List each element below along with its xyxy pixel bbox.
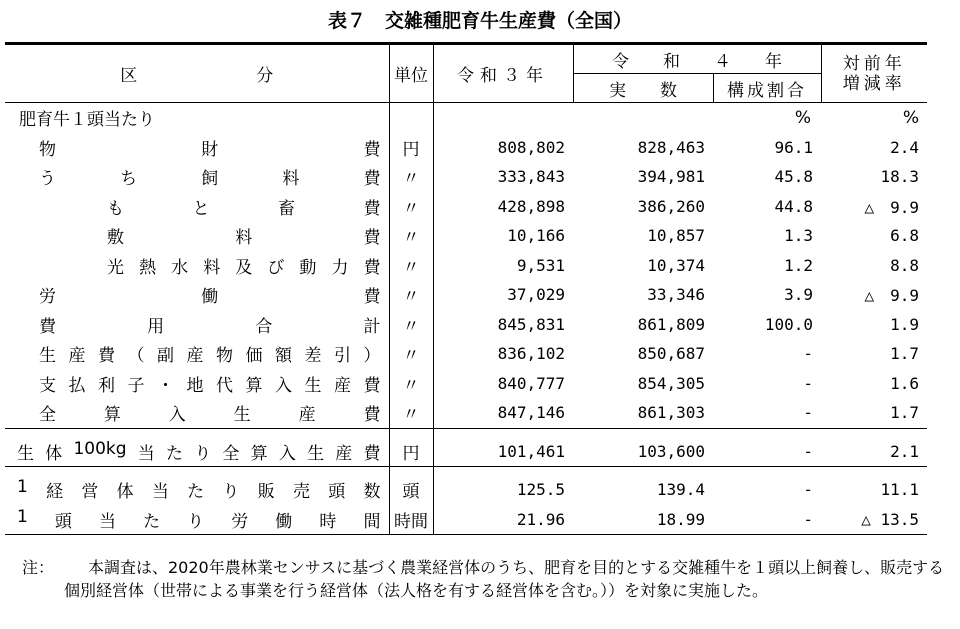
row-label-char: 売 (292, 482, 310, 503)
row-label (5, 505, 389, 535)
row-label-char: 費 (363, 443, 381, 464)
row-label-char: 動 (299, 257, 317, 278)
value-yoy: 2.4 (890, 137, 919, 157)
section-gap (5, 428, 927, 437)
value-ratio: 1.2 (784, 255, 813, 275)
row-label-char: 算 (245, 375, 263, 396)
value-r4: 139.4 (656, 480, 705, 500)
value-yoy: 1.9 (890, 314, 919, 334)
row-label-char: 間 (363, 511, 381, 532)
value-ratio: - (803, 480, 813, 500)
row-unit: 頭 (389, 475, 433, 505)
row-label-char: 費 (363, 228, 381, 249)
row-label-char: 販 (257, 482, 275, 503)
row-label-char: 費 (363, 257, 381, 278)
row-label-char: た (187, 482, 205, 503)
table-row (5, 310, 927, 340)
row-label-char: 産 (334, 375, 351, 396)
row-label-char: 1 (17, 506, 28, 527)
row-label (5, 398, 389, 428)
row-label-char: （ (127, 346, 145, 367)
table-row (5, 339, 927, 369)
value-r4: 828,463 (637, 137, 705, 157)
row-label-char: 生 (39, 346, 56, 367)
value-r4: 18.99 (573, 505, 713, 535)
row-label-char: 働 (201, 287, 219, 308)
row-label-char: 飼 (201, 169, 219, 190)
row-label-char: 経 (46, 482, 64, 503)
row-label (5, 221, 389, 251)
row-label (5, 280, 389, 310)
row-label-char: 頭 (54, 511, 72, 532)
value-ratio: 1.3 (784, 226, 813, 246)
value-yoy: 8.8 (890, 255, 919, 275)
value-yoy: 18.3 (880, 167, 919, 187)
row-label-char: 払 (68, 375, 86, 396)
row-label-char: 当 (137, 443, 155, 464)
value-r4: 10,857 (647, 226, 705, 246)
row-label-char: 数 (363, 482, 381, 503)
row-label-char: 生 (233, 405, 251, 426)
header-yoy: 対前年 増減率 (821, 44, 927, 103)
row-label (5, 192, 389, 222)
section3-body (5, 467, 927, 535)
row-label-char: 費 (363, 287, 381, 308)
row-label (5, 162, 389, 192)
value-r3: 836,102 (497, 344, 565, 364)
row-label-char: 及 (235, 257, 253, 278)
section2-body (5, 428, 927, 467)
table-row (5, 369, 927, 399)
table-row (5, 505, 927, 535)
value-yoy: 1.6 (890, 373, 919, 393)
pct-unit-ratio: % (794, 107, 811, 128)
row-label-char: た (143, 511, 161, 532)
row-unit: 〃 (389, 310, 433, 340)
row-label (5, 310, 389, 340)
section1-body (5, 133, 927, 429)
header-actual: 実 数 (573, 74, 713, 103)
row-unit: 〃 (389, 221, 433, 251)
row-label-char: 体 (45, 443, 63, 464)
row-label-char: 産 (298, 405, 316, 426)
value-r3: 808,802 (497, 137, 565, 157)
row-unit: 円 (389, 437, 433, 467)
table-row (5, 192, 927, 222)
row-label-char: 合 (255, 316, 273, 337)
row-label-char: 産 (186, 346, 204, 367)
row-label-char: 差 (304, 346, 322, 367)
header-r3: 令和３年 (433, 44, 573, 103)
value-yoy: 11.1 (880, 480, 919, 500)
header-r4: 令 和 ４ 年 (573, 44, 821, 74)
row-label-char: 敷 (107, 228, 124, 249)
row-label-char: 畜 (278, 198, 295, 219)
value-r4: 103,600 (637, 441, 705, 461)
row-label-char: 当 (151, 482, 169, 503)
row-label-char: 全 (39, 405, 56, 426)
row-label-char: 子 (127, 375, 145, 396)
row-label-char: 営 (81, 482, 99, 503)
row-label-char: 力 (331, 257, 349, 278)
row-label-char: う (39, 169, 56, 190)
row-label-char: ち (120, 169, 138, 190)
table-row (5, 251, 927, 281)
row-label-char: 産 (335, 443, 353, 464)
row-label-char: 入 (278, 443, 296, 464)
row-unit: 時間 (389, 505, 433, 535)
row-label-char: 水 (171, 257, 189, 278)
header-ratio: 構成割合 (713, 74, 821, 103)
value-yoy: 1.7 (890, 403, 919, 423)
row-label (5, 475, 389, 505)
value-ratio: 100.0 (764, 314, 813, 334)
value-r3: 101,461 (497, 441, 565, 461)
row-label-char: 働 (275, 511, 293, 532)
row-label-char: 物 (216, 346, 233, 367)
row-label-char: 100kg (73, 438, 127, 459)
row-label-char: 体 (116, 482, 134, 503)
row-label-char: ・ (157, 375, 174, 396)
row-label (5, 133, 389, 163)
row-label-char: 労 (231, 511, 249, 532)
row-unit: 円 (389, 133, 433, 163)
value-r4: 386,260 (637, 196, 705, 216)
value-r4: 10,374 (647, 255, 705, 275)
value-r3: 333,843 (497, 167, 565, 187)
table-row (5, 221, 927, 251)
row-label-char: 費 (363, 139, 381, 160)
value-r3: 125.5 (516, 480, 565, 500)
value-r4: 861,809 (637, 314, 705, 334)
value-r3: 37,029 (507, 285, 565, 305)
table-title: 表７ 交雑種肥育牛生産費（全国） (327, 10, 632, 32)
header-unit: 単位 (389, 44, 433, 103)
value-ratio: 96.1 (774, 137, 813, 157)
row-label (5, 369, 389, 399)
row-label-char: 費 (98, 346, 115, 367)
row-unit: 〃 (389, 369, 433, 399)
row-unit: 〃 (389, 192, 433, 222)
row-label-char: 計 (363, 316, 381, 337)
header-row-1 (5, 44, 927, 74)
value-r3: 10,166 (507, 226, 565, 246)
row-label-char: も (107, 198, 124, 219)
row-label-char: 生 (307, 443, 325, 464)
value-ratio: - (713, 505, 821, 535)
value-yoy: △ 9.9 (864, 286, 919, 306)
footnote-body: 本調査は、2020年農林業センサスに基づく農業経営体のうち、肥育を目的とする交雑種牛を１頭以上飼養し、販売する個別経営体（世帯による事業を行う経営体（法人格を有する経営体を含む。））を対象に実施した。 (64, 558, 945, 600)
section1-label: 肥育牛１頭当たり (5, 103, 389, 133)
value-r3: 9,531 (516, 255, 565, 275)
row-label-char: 算 (103, 405, 121, 426)
row-label-char: 利 (98, 375, 115, 396)
table-row (5, 280, 927, 310)
row-label-char: と (192, 198, 210, 219)
pct-unit-yoy: % (902, 107, 919, 128)
row-unit: 〃 (389, 162, 433, 192)
value-ratio: 3.9 (784, 285, 813, 305)
row-label-char: 額 (275, 346, 292, 367)
row-label-char: た (165, 443, 183, 464)
value-ratio: - (803, 403, 813, 423)
value-yoy: 6.8 (890, 226, 919, 246)
row-unit: 〃 (389, 280, 433, 310)
row-label-char: 財 (201, 139, 219, 160)
row-label-char: 物 (39, 139, 56, 160)
value-r4: 850,687 (637, 344, 705, 364)
row-label (5, 339, 389, 369)
row-label-char: 支 (39, 375, 56, 396)
row-unit: 〃 (389, 251, 433, 281)
row-unit: 〃 (389, 339, 433, 369)
row-label-char: 代 (216, 375, 233, 396)
row-label-char: 費 (363, 169, 381, 190)
row-label-char: ） (363, 346, 381, 367)
value-r4: 861,303 (637, 403, 705, 423)
row-label-char: 価 (245, 346, 263, 367)
value-yoy: △ 13.5 (821, 505, 927, 535)
row-label-char: 産 (68, 346, 86, 367)
value-r3: 840,777 (497, 373, 565, 393)
row-label-char: 費 (363, 405, 381, 426)
table-row (5, 398, 927, 428)
row-label-char: 頭 (328, 482, 346, 503)
value-r3: 428,898 (497, 196, 565, 216)
row-label-char: 副 (157, 346, 174, 367)
row-label-char: 全 (222, 443, 240, 464)
table-row (5, 475, 927, 505)
row-label-char: 入 (168, 405, 186, 426)
row-label-char: 1 (17, 477, 28, 498)
value-yoy: 2.1 (890, 441, 919, 461)
value-r4: 33,346 (647, 285, 705, 305)
row-label-char: 引 (334, 346, 351, 367)
row-label-char: 用 (147, 316, 165, 337)
value-r3: 21.96 (433, 505, 573, 535)
row-label-char: 労 (39, 287, 56, 308)
value-ratio: - (803, 344, 813, 364)
value-ratio: 45.8 (774, 167, 813, 187)
row-label-char: 当 (98, 511, 116, 532)
section-gap (5, 467, 927, 476)
value-yoy: 1.7 (890, 344, 919, 364)
table-row (5, 162, 927, 192)
row-label-char: り (194, 443, 212, 464)
row-label-char: り (222, 482, 240, 503)
cost-table (5, 42, 927, 535)
row-label-char: 光 (107, 257, 124, 278)
section1-header-row (5, 103, 927, 133)
row-label-char: 熱 (139, 257, 157, 278)
row-label (5, 251, 389, 281)
value-ratio: 44.8 (774, 196, 813, 216)
value-r4: 854,305 (637, 373, 705, 393)
footnote-head: 注： (22, 558, 55, 577)
row-label-char: り (187, 511, 205, 532)
row-label-char: 料 (282, 169, 300, 190)
row-label-char: 入 (275, 375, 292, 396)
table-row (5, 133, 927, 163)
row-label-char: 料 (203, 257, 221, 278)
row-label-char: 費 (39, 316, 56, 337)
row-label-char: 生 (17, 443, 34, 464)
row-label-char: び (267, 257, 285, 278)
table-row (5, 437, 927, 467)
row-label-char: 地 (186, 375, 204, 396)
row-label-char: 料 (235, 228, 253, 249)
value-yoy: △ 9.9 (864, 197, 919, 217)
value-r4: 394,981 (637, 167, 705, 187)
row-label-char: 費 (363, 198, 381, 219)
value-r3: 845,831 (497, 314, 565, 334)
row-label (5, 437, 389, 467)
row-label-char: 費 (363, 375, 381, 396)
row-unit: 〃 (389, 398, 433, 428)
value-ratio: - (803, 373, 813, 393)
value-r3: 847,146 (497, 403, 565, 423)
row-label-char: 生 (304, 375, 322, 396)
row-label-char: 時 (319, 511, 337, 532)
footnote (22, 556, 957, 602)
header-category: 区 分 (5, 44, 389, 103)
value-ratio: - (803, 441, 813, 461)
row-label-char: 算 (250, 443, 268, 464)
